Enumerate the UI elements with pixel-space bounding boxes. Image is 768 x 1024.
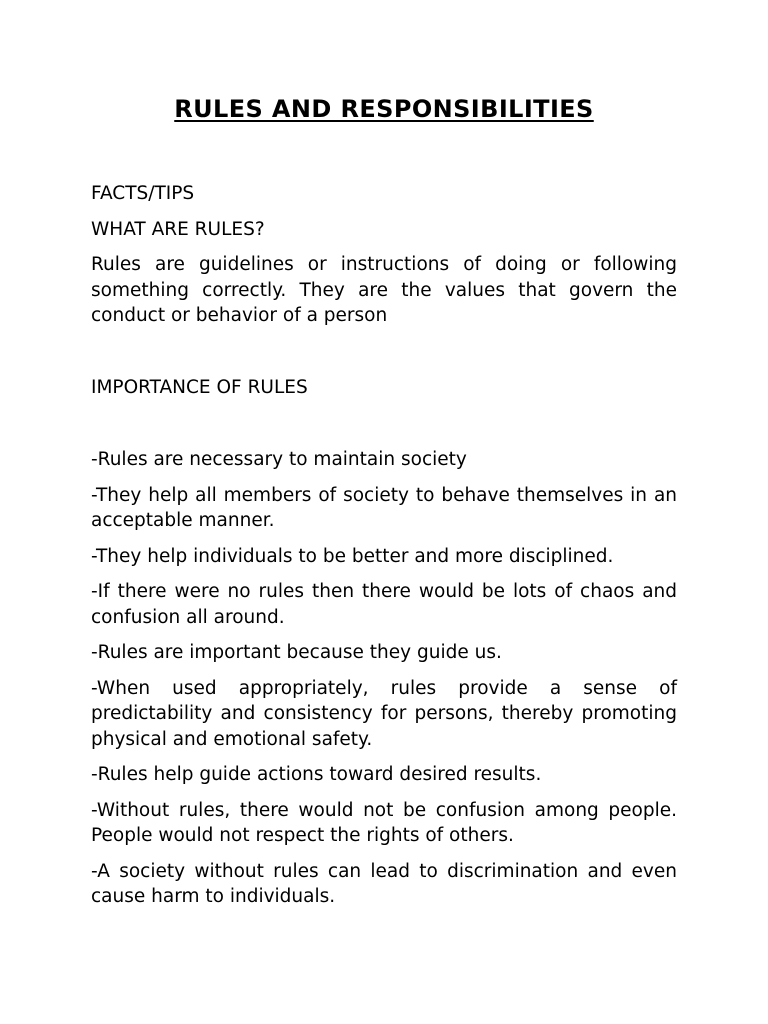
importance-point: -Without rules, there would not be confusion among people. People would not respect the rights of others.	[91, 799, 677, 846]
importance-point: -They help individuals to be better and more disciplined.	[91, 545, 614, 567]
importance-point: -When used appropriately, rules provide a sense of predictability and consistency for persons, thereby promoting physical and emotional safety.	[91, 677, 677, 750]
importance-point: -Rules are important because they guide us.	[91, 642, 502, 663]
importance-of-rules-heading: IMPORTANCE OF RULES	[91, 376, 308, 398]
rules-definition-paragraph: Rules are guidelines or instructions of doing or following something correctly. They are the values that govern the conduct or behavior of a person	[91, 254, 677, 326]
document-body	[91, 181, 677, 910]
facts-tips-heading: FACTS/TIPS	[91, 183, 195, 204]
importance-point: -A society without rules can lead to discrimination and even cause harm to individuals.	[91, 860, 677, 907]
importance-point: -Rules help guide actions toward desired results.	[91, 764, 542, 785]
page-title-text: RULES AND RESPONSIBILITIES	[174, 95, 594, 123]
importance-point: -If there were no rules then there would be lots of chaos and confusion all around.	[91, 581, 677, 628]
importance-point: -Rules are necessary to maintain society	[91, 449, 467, 470]
importance-point: -They help all members of society to behave themselves in an acceptable manner.	[91, 484, 677, 531]
what-are-rules-heading: WHAT ARE RULES?	[91, 218, 265, 240]
page-title	[0, 94, 768, 124]
